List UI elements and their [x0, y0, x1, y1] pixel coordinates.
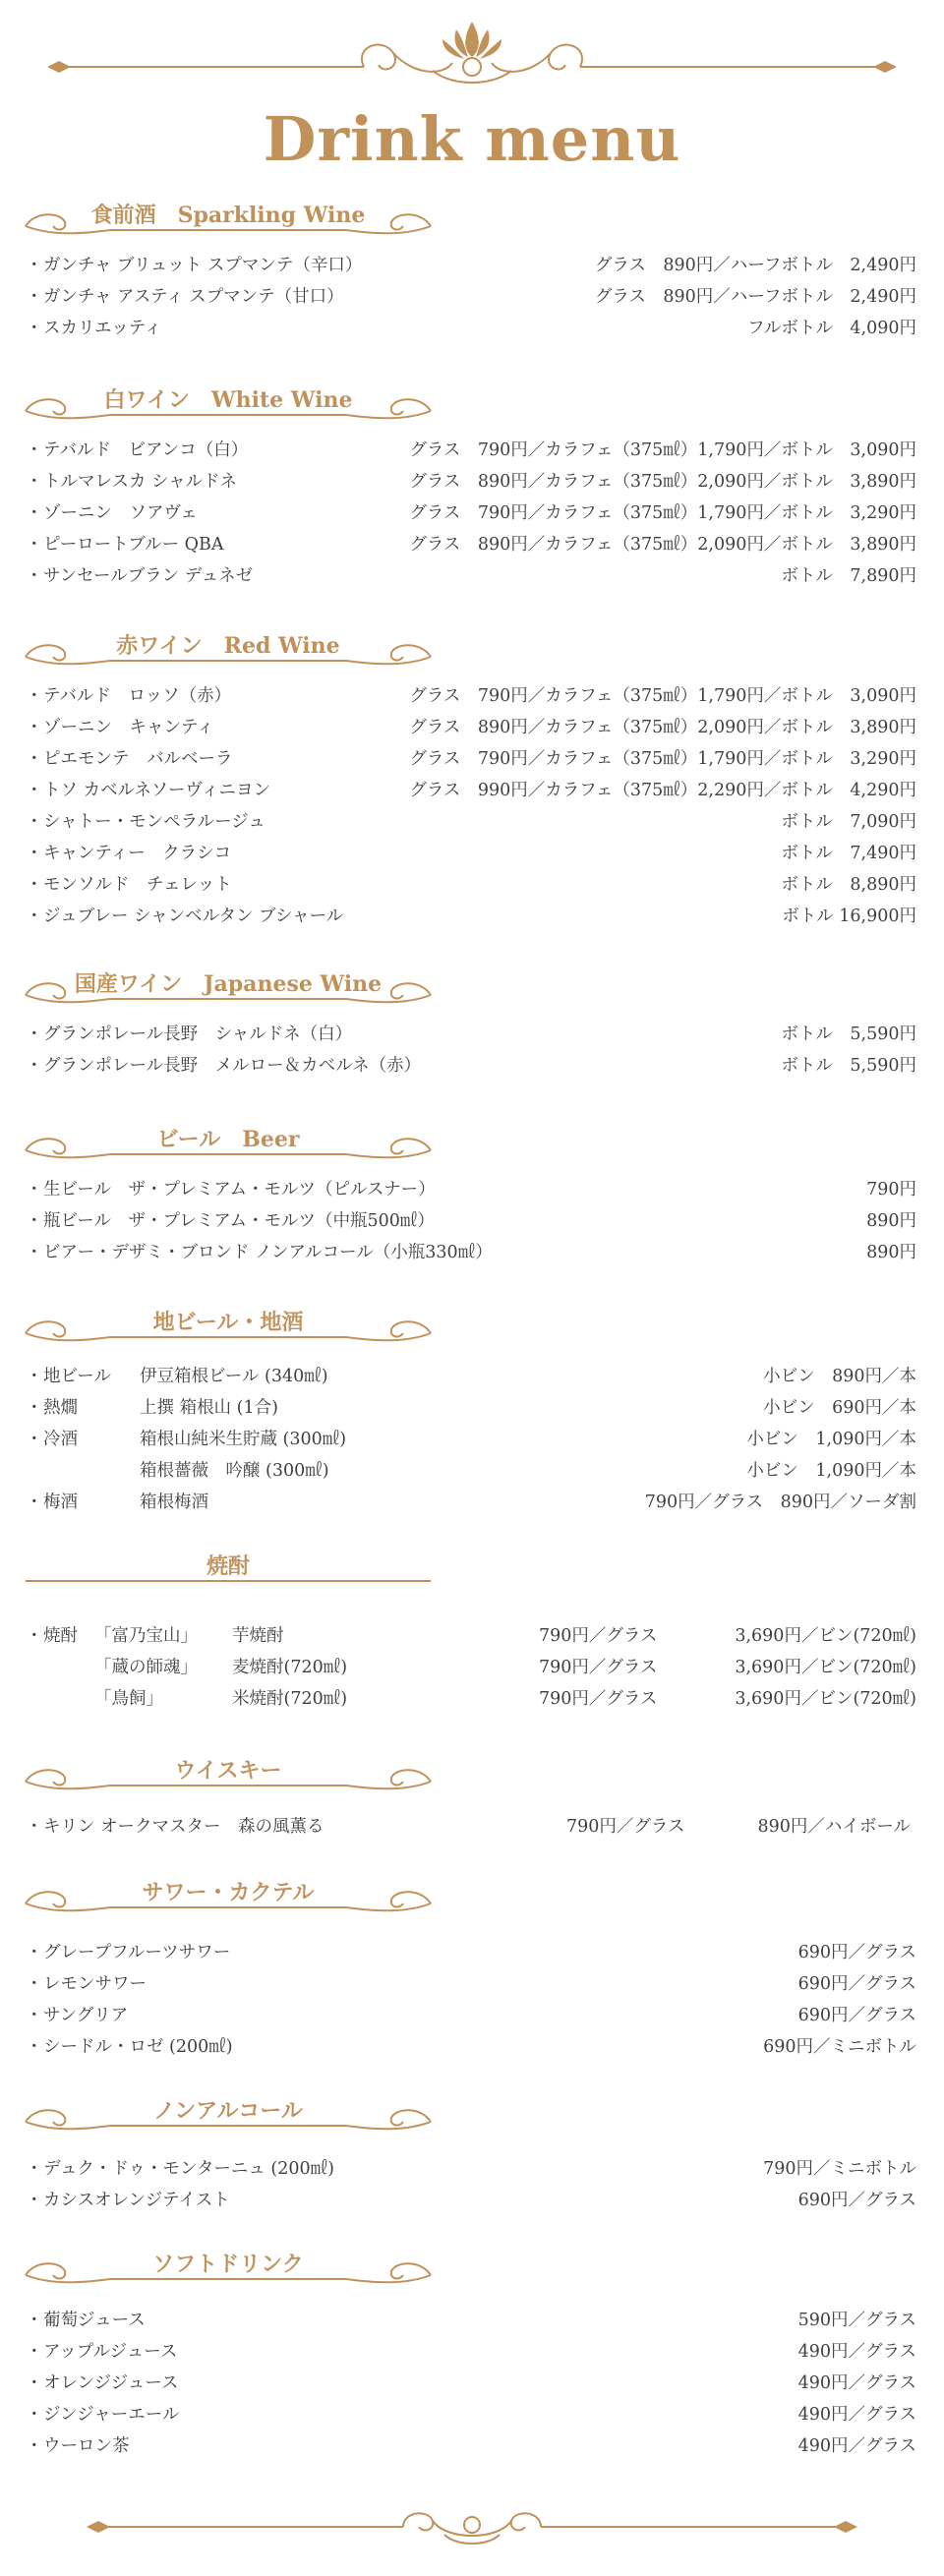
section-header-red [22, 627, 435, 686]
list-item: ・ サンセールブラン デュネゼ ボトル 7,890円 [26, 566, 916, 586]
section-header-beer [22, 1121, 435, 1180]
list-item: 「蔵の師魂」 麦焼酎(720㎖) 790円／グラス 3,690円／ビン(720㎖) [94, 1658, 916, 1677]
list-item: ・ グランポレール長野 メルロー＆カベルネ（赤） ボトル 5,590円 [26, 1056, 916, 1076]
list-item: 「鳥飼」 米焼酎(720㎖) 790円／グラス 3,690円／ビン(720㎖) [94, 1689, 916, 1709]
list-item: ・ テバルド ビアンコ（白） グラス 790円／カラフェ（375㎖）1,790円／ボトル 3,090円 [26, 440, 916, 460]
section-title: ウイスキー [174, 1758, 282, 1784]
section-title: 赤ワイン Red Wine [116, 633, 340, 659]
section-title: ノンアルコール [153, 2098, 303, 2124]
list-item: ・ 熱燗 上撰 箱根山 (1合) 小ビン 690円／本 [26, 1398, 916, 1418]
list-item: ・ デュク・ドゥ・モンターニュ (200㎖) 790円／ミニボトル [26, 2159, 916, 2179]
page-title: Drink menu [263, 103, 681, 175]
list-item: ・ ピエモンテ バルベーラ グラス 790円／カラフェ（375㎖）1,790円／ボトル 3,290円 [26, 749, 916, 769]
list-item: 箱根薔薇 吟醸 (300㎖) 小ビン 1,090円／本 [140, 1461, 916, 1481]
list-item: ・ 焼酎 「富乃宝山」 芋焼酎 790円／グラス 3,690円／ビン(720㎖) [26, 1626, 916, 1646]
list-item: ・ ビアー・デザミ・ブロンド ノンアルコール（小瓶330㎖） 890円 [26, 1243, 916, 1262]
list-item: ・ モンソルド チェレット ボトル 8,890円 [26, 875, 916, 895]
section-title: 国産ワイン Japanese Wine [74, 971, 383, 997]
section-header-soft [22, 2246, 435, 2305]
section-title: サワー・カクテル [142, 1880, 315, 1905]
list-item: ・ シードル・ロゼ (200㎖) 690円／ミニボトル [26, 2037, 916, 2057]
list-item: ・ 生ビール ザ・プレミアム・モルツ（ピルスナー） 790円 [26, 1180, 916, 1200]
list-item: ・ シャトー・モンペラルージュ ボトル 7,090円 [26, 812, 916, 832]
list-item: ・ カシスオレンジテイスト 690円／グラス [26, 2191, 916, 2210]
list-item: ・ 梅酒 箱根梅酒 790円／グラス 890円／ソーダ割 [26, 1493, 916, 1512]
top-ornament [39, 16, 905, 94]
list-item: ・ ゾーニン ソアヴェ グラス 790円／カラフェ（375㎖）1,790円／ボトル 3,290円 [26, 503, 916, 523]
list-item: ・ テバルド ロッソ（赤） グラス 790円／カラフェ（375㎖）1,790円／ボトル 3,090円 [26, 686, 916, 706]
list-item: ・ 地ビール 伊豆箱根ビール (340㎖) 小ビン 890円／本 [26, 1367, 916, 1386]
list-item: ・ キャンティー クラシコ ボトル 7,490円 [26, 844, 916, 863]
section-header-shochu [22, 1548, 435, 1607]
section-title: 食前酒 Sparkling Wine [90, 203, 366, 228]
section-header-sour [22, 1874, 435, 1933]
list-item: ・ ガンチャ ブリュット スプマンテ（辛口） グラス 890円／ハーフボトル 2,490円 [26, 256, 916, 275]
list-item: ・ グレープフルーツサワー 690円／グラス [26, 1943, 916, 1962]
list-item: ・ トルマレスカ シャルドネ グラス 890円／カラフェ（375㎖）2,090円／ボトル 3,890円 [26, 472, 916, 492]
list-item: ・ 瓶ビール ザ・プレミアム・モルツ（中瓶500㎖） 890円 [26, 1211, 916, 1231]
section-title: 地ビール・地酒 [152, 1310, 304, 1335]
section-title: ビール Beer [156, 1127, 300, 1152]
section-title: 白ワイン White Wine [103, 387, 353, 413]
list-item: ・ ガンチャ アスティ スプマンテ（甘口） グラス 890円／ハーフボトル 2,490円 [26, 287, 916, 307]
list-item: ・ ゾーニン キャンティ グラス 890円／カラフェ（375㎖）2,090円／ボトル 3,890円 [26, 718, 916, 737]
section-header-japanese [22, 966, 435, 1025]
section-title: 焼酎 [206, 1553, 250, 1579]
list-item: ・ ジュブレー シャンベルタン ブシャール ボトル 16,900円 [26, 907, 916, 926]
list-item: ・ ピーロートブルー QBA グラス 890円／カラフェ（375㎖）2,090円／ボトル 3,890円 [26, 535, 916, 555]
section-header-nonalcohol [22, 2092, 435, 2151]
list-item: ・ オレンジジュース 490円／グラス [26, 2373, 916, 2393]
bottom-ornament [79, 2497, 865, 2556]
list-item: ・ キリン オークマスター 森の風薫る 790円／グラス 890円／ハイボール [26, 1817, 911, 1837]
list-item: ・ アップルジュース 490円／グラス [26, 2342, 916, 2362]
section-title: ソフトドリンク [152, 2252, 304, 2277]
list-item: ・ 冷酒 箱根山純米生貯蔵 (300㎖) 小ビン 1,090円／本 [26, 1430, 916, 1449]
list-item: ・ スカリエッティ フルボトル 4,090円 [26, 319, 916, 338]
list-item: ・ 葡萄ジュース 590円／グラス [26, 2311, 916, 2330]
section-header-whisky [22, 1752, 435, 1811]
section-header-white [22, 381, 435, 440]
list-item: ・ グランポレール長野 シャルドネ（白） ボトル 5,590円 [26, 1025, 916, 1044]
list-item: ・ ウーロン茶 490円／グラス [26, 2436, 916, 2456]
list-item: ・ トソ カベルネソーヴィニヨン グラス 990円／カラフェ（375㎖）2,290円／ボトル 4,290円 [26, 781, 916, 800]
list-item: ・ レモンサワー 690円／グラス [26, 1974, 916, 1994]
section-header-local [22, 1304, 435, 1363]
list-item: ・ サングリア 690円／グラス [26, 2006, 916, 2025]
section-header-sparkling [22, 197, 435, 256]
list-item: ・ ジンジャーエール 490円／グラス [26, 2405, 916, 2425]
